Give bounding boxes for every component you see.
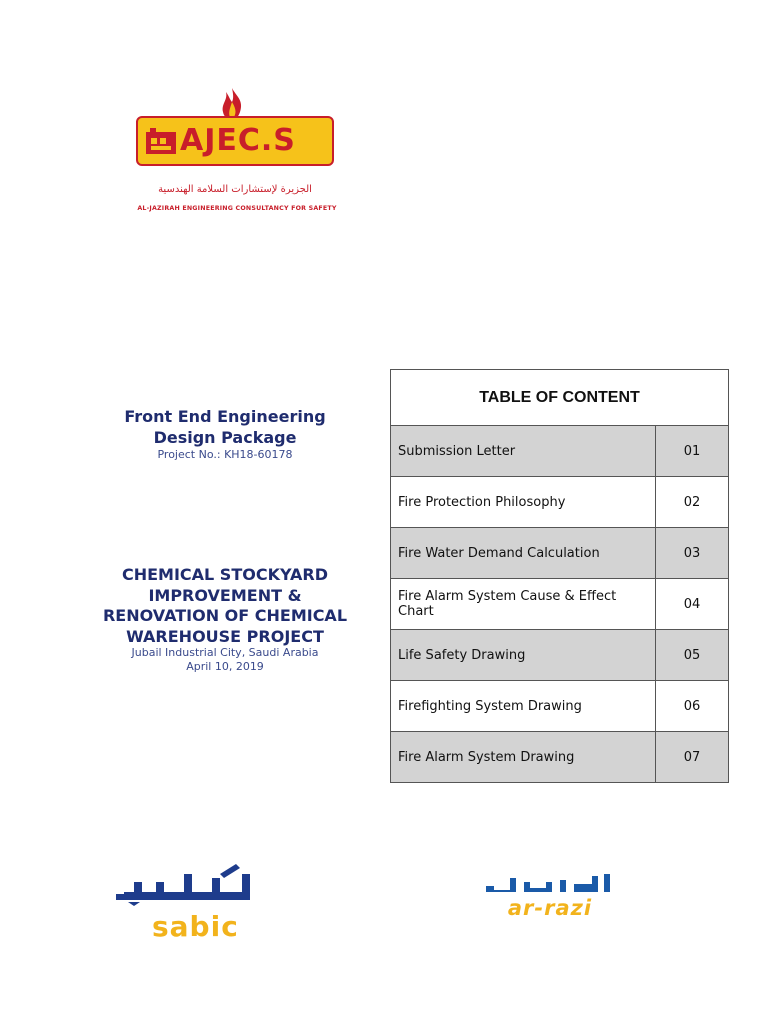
table-of-content <box>390 369 729 783</box>
toc-item-number: 03 <box>656 528 729 579</box>
ajecs-english-name: AL-JAZIRAH ENGINEERING CONSULTANCY FOR SAFETY <box>137 205 337 212</box>
package-title-line2: Design Package <box>153 428 297 447</box>
building-mark-icon <box>146 128 176 154</box>
project-location: Jubail Industrial City, Saudi Arabia <box>131 646 319 659</box>
project-title-line2: IMPROVEMENT & <box>148 585 302 605</box>
toc-row <box>391 681 729 732</box>
toc-item-label: Fire Protection Philosophy <box>391 477 656 528</box>
toc-item-label: Life Safety Drawing <box>391 630 656 681</box>
ajecs-wordmark: AJEC.S <box>180 123 296 158</box>
toc-item-number: 02 <box>656 477 729 528</box>
sabic-wordmark: sabic <box>152 910 239 943</box>
project-number: Project No.: KH18-60178 <box>157 448 293 461</box>
sabic-arabic-mark <box>112 860 258 908</box>
toc-item-number: 01 <box>656 426 729 477</box>
toc-row <box>391 477 729 528</box>
toc-item-label: Fire Water Demand Calculation <box>391 528 656 579</box>
toc-item-label: Submission Letter <box>391 426 656 477</box>
arazi-arabic-mark <box>480 872 620 896</box>
project-title-line1: CHEMICAL STOCKYARD <box>121 565 329 584</box>
arazi-wordmark: ar-razi <box>507 896 593 920</box>
project-title-line4: WAREHOUSE PROJECT <box>126 626 324 646</box>
toc-item-label: Firefighting System Drawing <box>391 681 656 732</box>
toc-row <box>391 528 729 579</box>
ajecs-logo <box>136 88 338 216</box>
project-title <box>62 565 388 647</box>
toc-row <box>391 426 729 477</box>
toc-item-number: 04 <box>656 579 729 630</box>
toc-row <box>391 630 729 681</box>
package-title <box>62 406 388 448</box>
toc-heading: TABLE OF CONTENT <box>391 370 729 426</box>
toc-item-number: 06 <box>656 681 729 732</box>
project-title-line3: RENOVATION OF CHEMICAL <box>102 606 348 625</box>
toc-item-number: 05 <box>656 630 729 681</box>
toc-item-label: Fire Alarm System Drawing <box>391 732 656 783</box>
toc-row <box>391 579 729 630</box>
sabic-logo <box>112 860 258 944</box>
ajecs-logo-box <box>136 116 334 166</box>
toc-row <box>391 732 729 783</box>
toc-item-number: 07 <box>656 732 729 783</box>
package-title-line1: Front End Engineering <box>124 407 326 426</box>
project-date: April 10, 2019 <box>186 660 264 673</box>
toc-item-label: Fire Alarm System Cause & Effect Chart <box>391 579 656 630</box>
arazi-logo <box>480 872 620 922</box>
ajecs-arabic-name: الجزيرة لإستشارات السلامة الهندسية <box>158 184 312 195</box>
